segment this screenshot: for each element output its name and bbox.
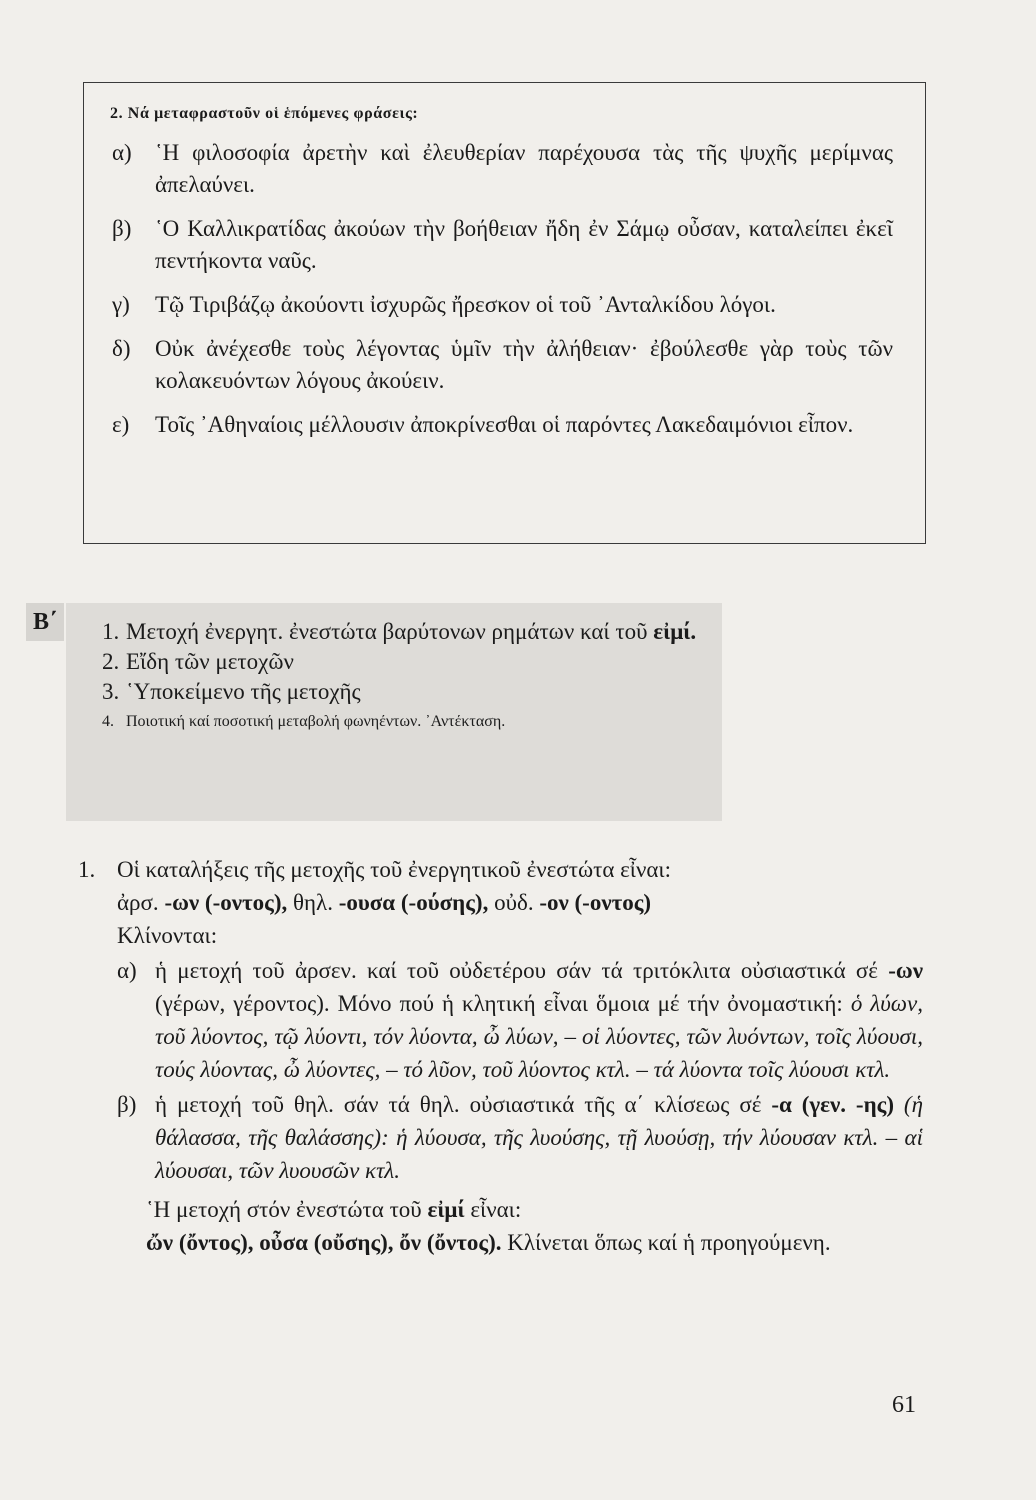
endings-line bbox=[117, 886, 923, 919]
eimi-forms: ὤν (ὄντος), οὖσα (οὔσης), ὄν (ὄντος). bbox=[146, 1230, 502, 1255]
exercise-title: 2. Νά μεταφραστοῦν οἱ ἑπόμενες φράσεις: bbox=[110, 105, 419, 122]
subpoint-example: (ἡ θάλασσα, τῆς θαλάσσης): ἡ λύουσα, τῆς λυούσης, τῇ λυούσῃ, τήν λύουσαν κτλ. – αἱ λύουσαι, τῶν λυουσῶν κτλ. bbox=[155, 1092, 923, 1183]
topic-text: Ποιοτική καί ποσοτική μεταβολή φωνηέντων. ᾿Αντέκταση. bbox=[126, 713, 506, 730]
exercise-item bbox=[108, 213, 899, 277]
topic-item bbox=[102, 677, 702, 706]
subpoint-label: β) bbox=[117, 1092, 137, 1117]
exercise-item bbox=[108, 409, 899, 441]
topic-text: Εἴδη τῶν μετοχῶν bbox=[126, 649, 294, 674]
paragraph-number: 1. bbox=[78, 857, 96, 882]
subpoint-b bbox=[117, 1088, 923, 1187]
exercise-item-text: Οὐκ ἀνέχεσθε τοὺς λέγοντας ὑμῖν τὴν ἀλήθειαν· ἐβούλεσθε γὰρ τοὺς τῶν κολακευόντων λόγους ἀκούειν. bbox=[155, 336, 893, 393]
topic-number: 1. bbox=[102, 619, 120, 644]
exercise-item-label: γ) bbox=[112, 292, 130, 317]
section-marker: Β΄ bbox=[26, 603, 64, 641]
paragraph-text: Οἱ καταλήξεις τῆς μετοχῆς τοῦ ἐνεργητικοῦ ἐνεστώτα εἶναι: bbox=[117, 857, 671, 882]
exercise-item-text: ῾Ο Καλλικρατίδας ἀκούων τὴν βοήθειαν ἤδη ἐν Σάμῳ οὖσαν, καταλείπει ἐκεῖ πεντήκοντα ναῦς. bbox=[155, 216, 893, 273]
topic-text: Μετοχή ἐνεργητ. ἐνεστώτα βαρύτονων ρημάτων καί τοῦ bbox=[126, 619, 648, 644]
exercise-item-label: δ) bbox=[112, 336, 131, 361]
masculine-label: ἀρσ. bbox=[117, 890, 159, 915]
paragraph-eimi bbox=[146, 1193, 923, 1259]
feminine-label: θηλ. bbox=[293, 890, 333, 915]
subpoint-a bbox=[117, 954, 923, 1086]
masculine-ending: -ων (-οντος), bbox=[164, 890, 288, 915]
exercise-item-label: α) bbox=[112, 140, 132, 165]
topic-number: 2. bbox=[102, 649, 120, 674]
exercise-item-label: ε) bbox=[112, 412, 130, 437]
subpoint-bold: -ων bbox=[888, 958, 924, 983]
subpoint-text: ἡ μετοχή τοῦ θηλ. σάν τά θηλ. οὐσιαστικά τῆς α΄ κλίσεως σέ bbox=[155, 1092, 762, 1117]
paragraph-eimi-text: ῾Η μετοχή στόν ἐνεστώτα τοῦ bbox=[146, 1197, 422, 1222]
exercise-item-text: Τῷ Τιριβάζῳ ἀκούοντι ἰσχυρῶς ἤρεσκον οἱ τοῦ ᾿Ανταλκίδου λόγοι. bbox=[155, 292, 776, 317]
exercise-item-text: Τοῖς ᾿Αθηναίοις μέλλουσιν ἀποκρίνεσθαι οἱ παρόντες Λακεδαιμόνιοι εἶπον. bbox=[155, 412, 854, 437]
neuter-label: οὐδ. bbox=[494, 890, 534, 915]
paragraph-1 bbox=[78, 853, 923, 886]
section-topics-panel bbox=[66, 603, 722, 821]
subpoint-bold: -α (γεν. -ης) bbox=[771, 1092, 894, 1117]
topic-number: 3. bbox=[102, 679, 120, 704]
declension-intro: Κλίνονται: bbox=[117, 923, 218, 948]
exercise-item bbox=[108, 137, 899, 201]
subpoint-example: ὁ λύων, τοῦ λύοντος, τῷ λύοντι, τόν λύοντα, ὦ λύων, – οἱ λύοντες, τῶν λυόντων, τοῖς λύουσι, τούς λύοντας, ὦ λύοντες, – τό λῦον, τοῦ λύοντος κτλ. – τά λύοντα τοῖς λύουσι κτλ. bbox=[155, 991, 924, 1082]
topic-bold-text: εἰμί. bbox=[653, 619, 697, 644]
topic-number: 4. bbox=[102, 713, 114, 730]
subpoint-text-cont: (γέρων, γέροντος). Μόνο πού ἡ κλητική εἶναι ὅμοια μέ τήν ὀνομαστική: bbox=[155, 991, 843, 1016]
topic-text: ῾Υποκείμενο τῆς μετοχῆς bbox=[126, 679, 361, 704]
exercise-item bbox=[108, 333, 899, 397]
exercise-item bbox=[108, 289, 899, 321]
exercise-item-text: ῾Η φιλοσοφία ἀρετὴν καὶ ἐλευθερίαν παρέχουσα τὰς τῆς ψυχῆς μερίμνας ἀπελαύνει. bbox=[155, 140, 893, 197]
exercise-item-label: β) bbox=[112, 216, 132, 241]
main-text bbox=[78, 853, 923, 1259]
exercise-box bbox=[83, 82, 926, 544]
paragraph-eimi-tail: εἶναι: bbox=[470, 1197, 522, 1222]
subpoint-text: ἡ μετοχή τοῦ ἀρσεν. καί τοῦ οὐδετέρου σάν τά τριτόκλιτα οὐσιαστικά σέ bbox=[155, 958, 878, 983]
page-number: 61 bbox=[892, 1392, 916, 1418]
topic-item bbox=[102, 709, 702, 735]
paragraph-eimi-bold: εἰμί bbox=[427, 1197, 465, 1222]
feminine-ending: -ουσα (-ούσης), bbox=[338, 890, 489, 915]
topic-item bbox=[102, 647, 702, 676]
subpoint-label: α) bbox=[117, 958, 137, 983]
neuter-ending: -ον (-οντος) bbox=[539, 890, 652, 915]
topic-item bbox=[102, 617, 702, 646]
eimi-note: Κλίνεται ὅπως καί ἡ προηγούμενη. bbox=[507, 1230, 831, 1255]
